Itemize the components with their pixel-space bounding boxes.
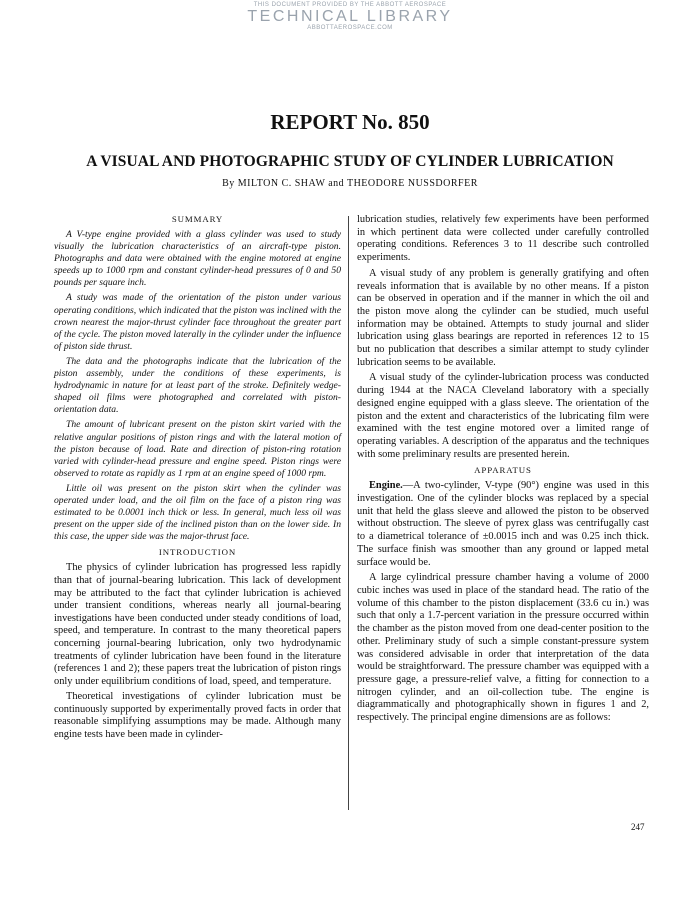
author-line: By MILTON C. SHAW and THEODORE NUSSDORFER: [222, 178, 478, 189]
apparatus-heading: APPARATUS: [474, 465, 532, 476]
masthead-website: ABBOTTAEROSPACE.COM: [307, 25, 393, 31]
summary-paragraph: A study was made of the orientation of the piston under various operating conditions, which indicated that the piston was inclined with the crown nearest the major-thrust cylinder face throughout the greater part of the cycle. The piston moved laterally in the cylinder under the influence of piston side thrust.: [54, 292, 341, 352]
column-divider: [348, 216, 349, 810]
introduction-paragraph: Theoretical investigations of cylinder lubrication must be continuously supported by experimentally proved facts in order that reasonable simplifying assumptions may be made. Although many engine tests have been made in cylinder-: [54, 691, 341, 741]
engine-text: —A two-cylinder, V-type (90°) engine was used in this investigation. One of the cylinder blocks was replaced by a special unit that held the glass sleeve and allowed the piston to be observed without obstruction. The sleeve of pyrex glass was centrifugally cast to a diametrical tolerance of ±0.0015 inch and was 0.25 inch thick. The surface finish was smoother than any ground or lapped metal surface would be.: [357, 480, 649, 568]
summary-paragraph: The amount of lubricant present on the piston skirt varied with the relative angular positions of piston rings and with the lateral motion of the piston because of load. Rate and direction of piston-ring rotation varied with cylinder-head pressure and engine speed. Piston rings were observed to rotate as rapidly as 1 rpm at an engine speed of 1000 rpm.: [54, 419, 341, 479]
paper-title: A VISUAL AND PHOTOGRAPHIC STUDY OF CYLINDER LUBRICATION: [86, 153, 614, 170]
masthead-provider-line: THIS DOCUMENT PROVIDED BY THE ABBOTT AEROSPACE: [253, 2, 447, 8]
right-column: [357, 214, 649, 728]
introduction-paragraph: A visual study of the cylinder-lubrication process was conducted during 1944 at the NACA Cleveland laboratory with a specially designed engine equipped with a glass sleeve. The orientation of the piston and the extent and characteristics of the lubricating film were examined with the test engine motored over a limited range of operating variables. A description of the apparatus and the techniques with some preliminary results are presented herein.: [357, 372, 649, 460]
introduction-heading: INTRODUCTION: [158, 547, 237, 558]
engine-subheading: Engine.: [369, 480, 403, 492]
masthead: [0, 2, 700, 32]
summary-paragraph: A V-type engine provided with a glass cylinder was used to study visually the lubrication characteristics of an aircraft-type piston. Photographs and data were obtained with the engine motored at engine speeds up to 1000 rpm and constant cylinder-head pressures of 0 and 50 pounds per square inch.: [54, 229, 341, 289]
left-column: [54, 214, 341, 745]
introduction-continuation: lubrication studies, relatively few experiments have been performed in which pertinent data were collected under carefully controlled operating conditions. References 3 to 11 describe such controlled experiments.: [357, 214, 649, 264]
summary-paragraph: Little oil was present on the piston skirt when the cylinder was operated under load, and the oil film on the face of a piston ring was estimated to be 0.0001 inch thick or less. In general, much less oil was present on the upper side of the inclined piston than on the lower side. In this case, the upper side was the major-thrust face.: [54, 482, 341, 543]
introduction-section: [54, 562, 341, 741]
summary-heading: SUMMARY: [171, 214, 224, 224]
introduction-paragraph: The physics of cylinder lubrication has progressed less rapidly than that of journal-bearing lubrication. This lack of development may be attributed to the fact that cylinder lubrication is achieved under transient conditions, whereas nearly all journal-bearing investigations have been conducted under steady conditions of load, speed, and temperature. In contrast to the many theoretical papers concerning journal-bearing lubrication, only two hydrodynamic treatments of cylinder lubrication have been found in the literature (references 1 and 2); these papers treat the lubrication of piston rings only under equilibrium conditions of load, speed, and temperature.: [54, 562, 341, 687]
masthead-library-name: TECHNICAL LIBRARY: [247, 8, 453, 25]
summary-paragraph: The data and the photographs indicate that the lubrication of the piston assembly, under the conditions of these experiments, is hydrodynamic in nature for at least part of the stroke. Definitely wedge-shaped oil films were photographed and correlated with piston-orientation data.: [54, 355, 341, 416]
apparatus-paragraph: A large cylindrical pressure chamber having a volume of 2000 cubic inches was used in place of the standard head. The ratio of the volume of this chamber to the piston displacement (33.6 cu in.) was such that only a 1.7-percent variation in the pressure occurred within the chamber as the piston moved from one dead-center position to the other. Preliminary study of such a simple constant-pressure system was considered advisable in order that interpretation of the data would be straightforward. The pressure chamber was equipped with a pressure gage, a pressure-relief valve, a fitting for connection to a nitrogen cylinder, and an oil-collection tube. The engine is diagrammatically and photographically shown in figures 1 and 2, respectively. The principal engine dimensions are as follows:: [357, 572, 649, 724]
introduction-paragraph: A visual study of any problem is generally gratifying and often reveals information that is available by no other means. If a piston can be observed in operation and if the manner in which the oil and the piston move along the cylinder can be studied, much useful information may be obtained. Attempts to study journal and slider lubrication using glass bearings are reported in references 12 to 15 but no publication that describes a similar attempt to study cylinder lubrication seems to be available.: [357, 267, 649, 368]
summary-section: [54, 229, 341, 543]
report-number: REPORT No. 850: [270, 110, 430, 134]
apparatus-engine-paragraph: [357, 480, 649, 569]
page-number: 247: [631, 822, 645, 832]
